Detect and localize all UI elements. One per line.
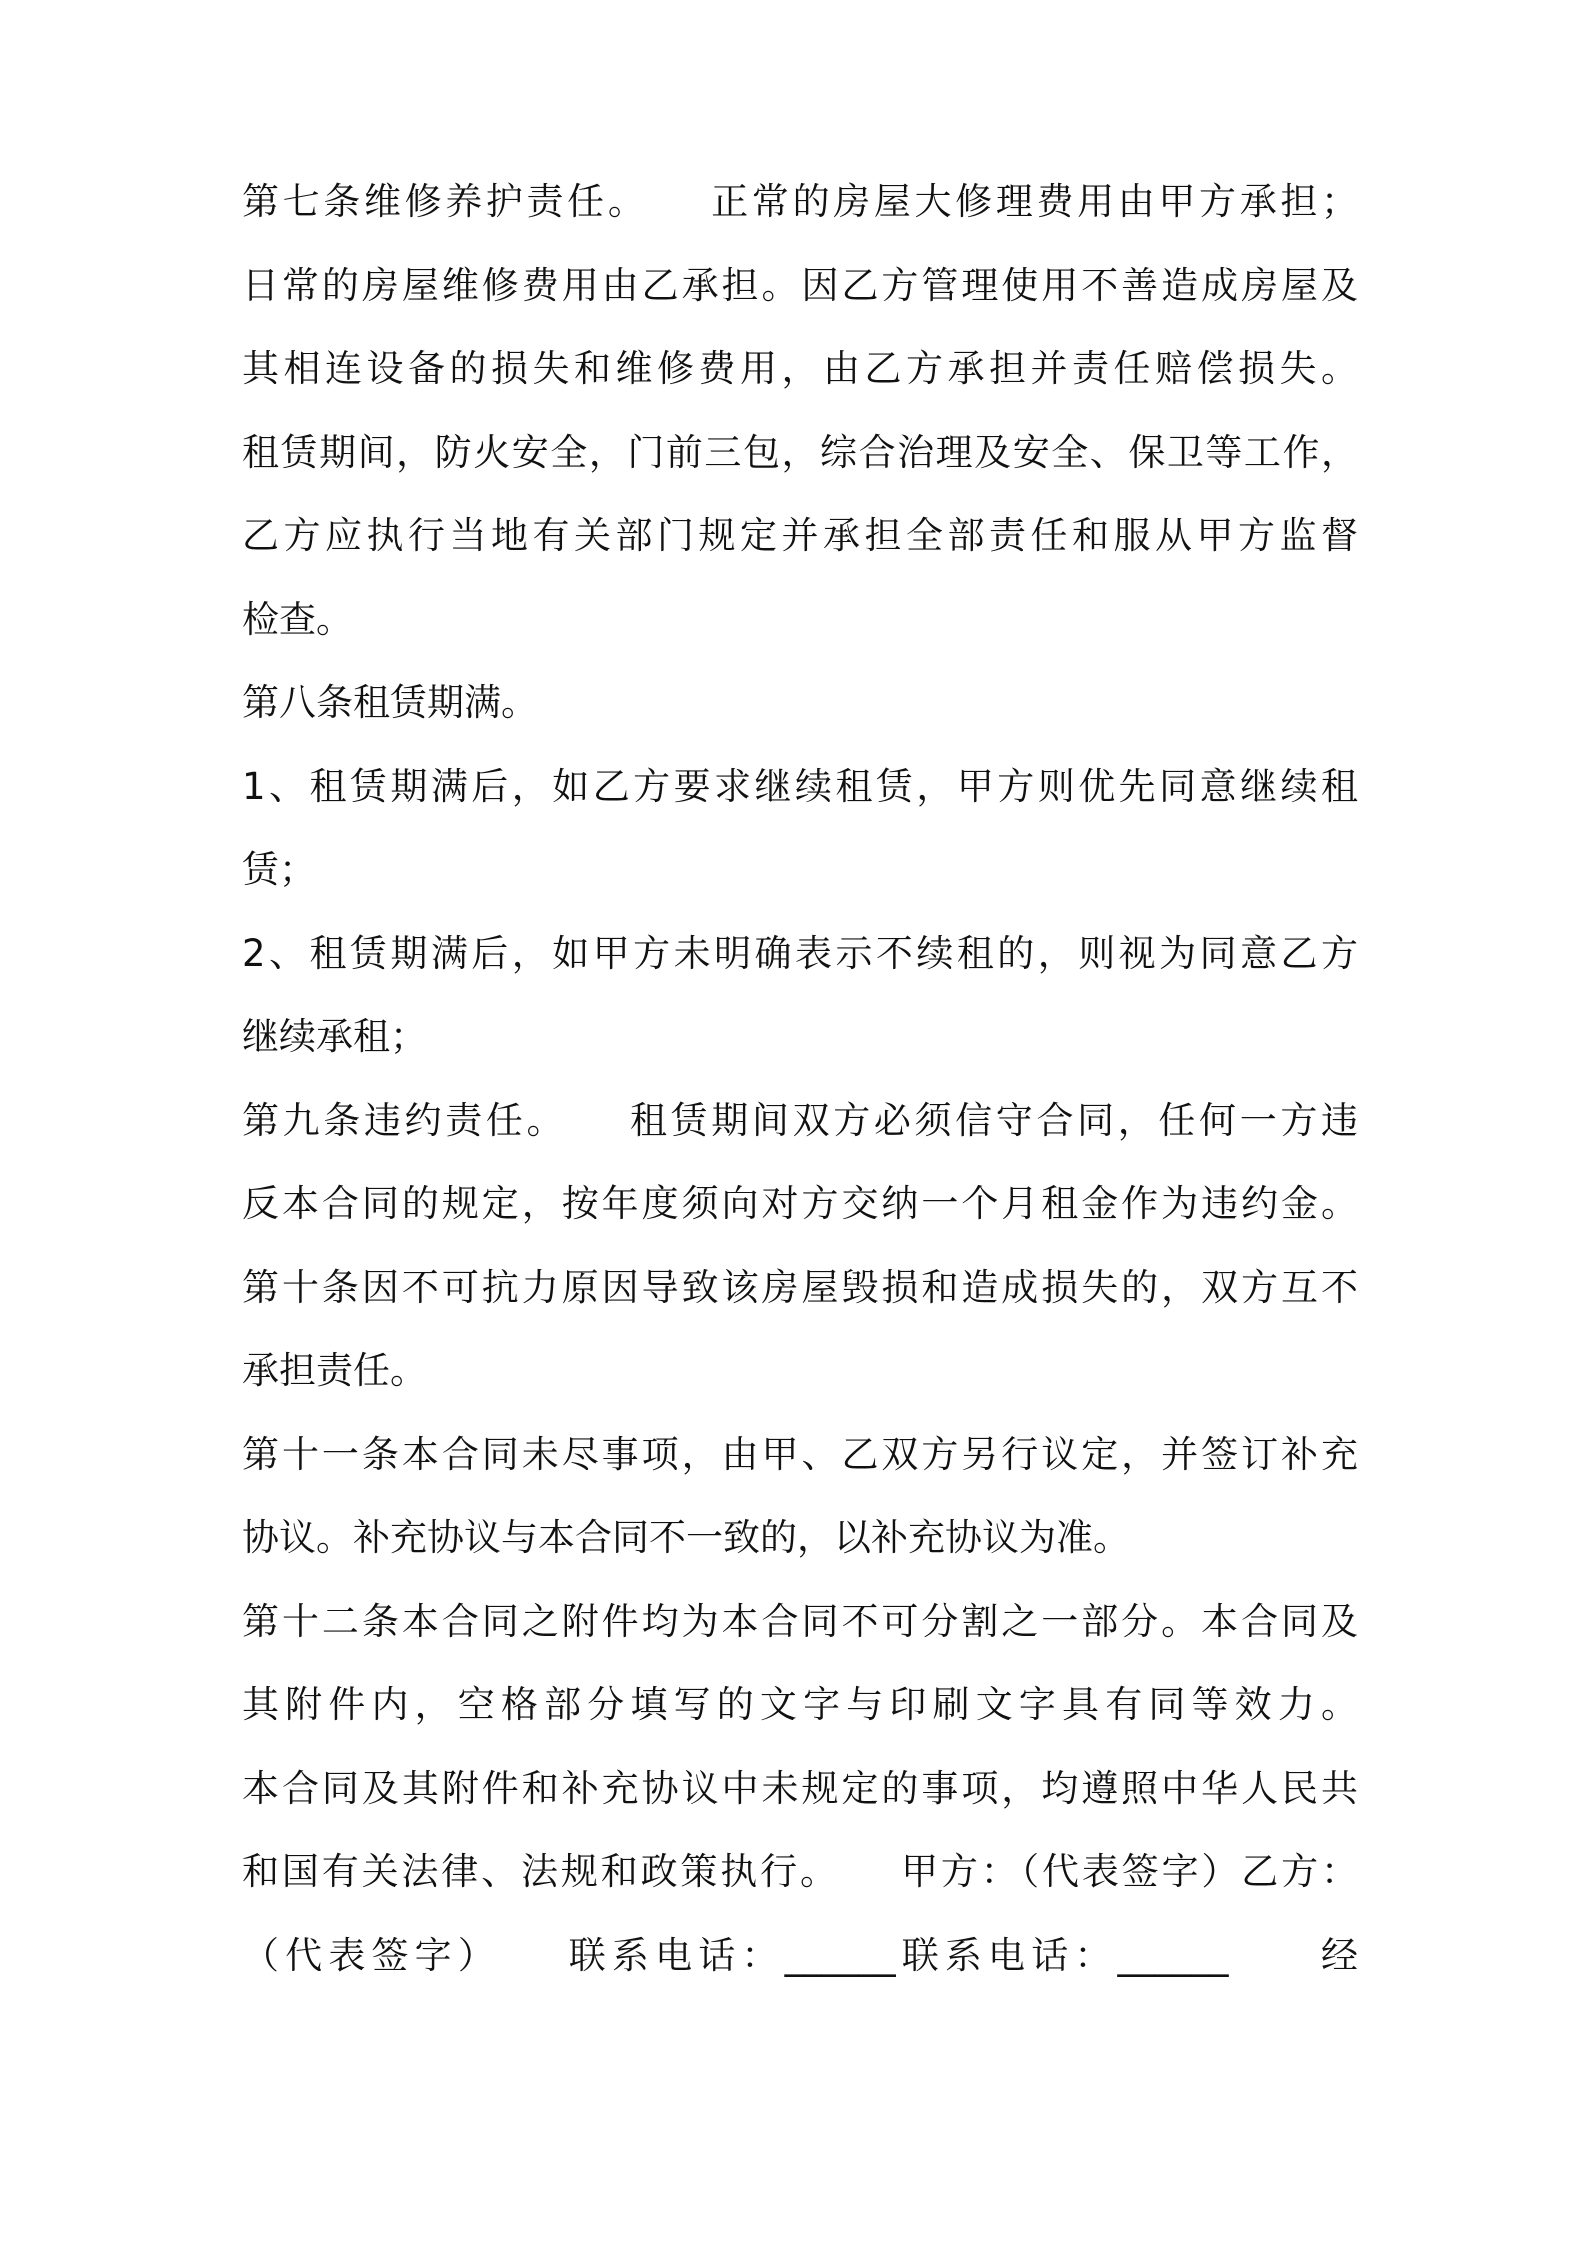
article-8-item-1-line-1: 1、租赁期满后，如乙方要求继续租赁，甲方则优先同意继续租 xyxy=(242,764,1358,808)
article-8-item-2-line-1: 2、租赁期满后，如甲方未明确表示不续租的，则视为同意乙方 xyxy=(242,931,1358,975)
article-10-line-1: 第十条因不可抗力原因导致该房屋毁损和造成损失的，双方互不 xyxy=(242,1265,1358,1309)
article-10-line-2: 承担责任。 xyxy=(242,1349,427,1392)
signature-line-2: （代表签字） 联系电话：______联系电话：______ 经 xyxy=(242,1933,1358,1977)
signature-line-1: 和国有关法律、法规和政策执行。 甲方：（代表签字）乙方： xyxy=(242,1850,1358,1893)
article-9-line-2: 反本合同的规定，按年度须向对方交纳一个月租金作为违约金。 xyxy=(242,1182,1358,1225)
contract-text-body xyxy=(242,160,1358,1997)
article-7-line-3: 其相连设备的损失和维修费用，由乙方承担并责任赔偿损失。 xyxy=(242,347,1358,390)
article-8-item-2-line-2: 继续承租； xyxy=(242,1015,427,1058)
article-12-line-3: 本合同及其附件和补充协议中未规定的事项，均遵照中华人民共 xyxy=(242,1766,1358,1810)
article-7-line-4: 租赁期间，防火安全，门前三包，综合治理及安全、保卫等工作， xyxy=(242,430,1358,474)
article-11-line-2: 协议。补充协议与本合同不一致的，以补充协议为准。 xyxy=(242,1516,1130,1559)
article-8-heading: 第八条租赁期满。 xyxy=(242,681,538,724)
article-9-line-1: 第九条违约责任。 租赁期间双方必须信守合同，任何一方违 xyxy=(242,1098,1358,1142)
article-7-line-6: 检查。 xyxy=(242,597,353,641)
article-12-line-1: 第十二条本合同之附件均为本合同不可分割之一部分。本合同及 xyxy=(242,1599,1358,1643)
article-12-line-2: 其附件内，空格部分填写的文字与印刷文字具有同等效力。 xyxy=(242,1683,1358,1726)
article-7-line-5: 乙方应执行当地有关部门规定并承担全部责任和服从甲方监督 xyxy=(242,514,1358,557)
article-7-line-2: 日常的房屋维修费用由乙承担。因乙方管理使用不善造成房屋及 xyxy=(242,263,1358,307)
article-7-line-1: 第七条维修养护责任。 正常的房屋大修理费用由甲方承担； xyxy=(242,180,1358,223)
article-11-line-1: 第十一条本合同未尽事项，由甲、乙双方另行议定，并签订补充 xyxy=(242,1432,1358,1476)
article-8-item-1-line-2: 赁； xyxy=(242,848,316,891)
